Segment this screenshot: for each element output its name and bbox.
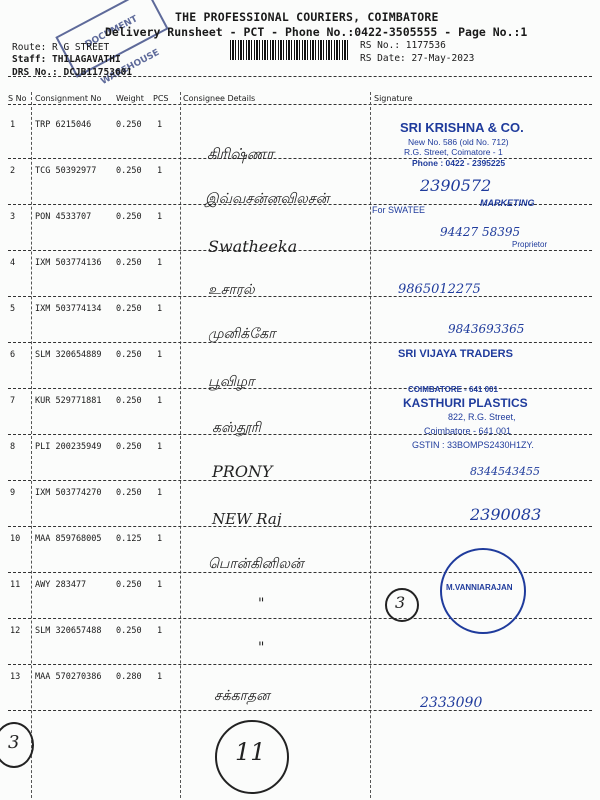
row-consignment: IXM 503774134 xyxy=(35,304,102,314)
row-pcs: 1 xyxy=(157,580,163,590)
consignee-handwriting: கஸ்தூரி xyxy=(212,420,261,436)
signature-handwriting: 94427 58395 xyxy=(440,225,521,239)
row-weight: 0.250 xyxy=(116,350,142,360)
col-weight: Weight xyxy=(116,94,144,103)
row-consignment: SLM 320654889 xyxy=(35,350,102,360)
signature-handwriting: 2390083 xyxy=(470,505,542,524)
row-sno: 4 xyxy=(10,258,16,268)
row-consignment: TRP 6215046 xyxy=(35,120,92,130)
row-pcs: 1 xyxy=(157,672,163,682)
consignee-handwriting: NEW Raj xyxy=(212,510,282,528)
row-pcs: 1 xyxy=(157,120,163,130)
consignee-handwriting: முனிக்கோ xyxy=(208,326,276,342)
row-pcs: 1 xyxy=(157,626,163,636)
col-consignee: Consignee Details xyxy=(183,94,256,103)
row-sno: 10 xyxy=(10,534,21,544)
row-sno: 3 xyxy=(10,212,16,222)
row-sno: 12 xyxy=(10,626,21,636)
col-pcs: PCS xyxy=(153,94,169,103)
row-sno: 8 xyxy=(10,442,16,452)
row-consignment: IXM 503774136 xyxy=(35,258,102,268)
row-weight: 0.250 xyxy=(116,258,142,268)
divider xyxy=(8,104,592,105)
barcode xyxy=(230,40,350,60)
row-pcs: 1 xyxy=(157,442,163,452)
row-pcs: 1 xyxy=(157,488,163,498)
row-divider xyxy=(8,250,592,251)
staff-label: Staff: THILAGAVATHI xyxy=(12,54,121,65)
stamp-line: GSTIN : 33BOMPS2430H1ZY. xyxy=(412,440,534,450)
row-pcs: 1 xyxy=(157,212,163,222)
row-pcs: 1 xyxy=(157,166,163,176)
row-weight: 0.125 xyxy=(116,534,142,544)
col-sno: S No xyxy=(8,94,27,103)
row-sno: 6 xyxy=(10,350,16,360)
consignee-handwriting: கிரிஷ்ணா xyxy=(207,145,274,163)
row-consignment: MAA 570270386 xyxy=(35,672,102,682)
row-consignment: AWY 283477 xyxy=(35,580,87,590)
row-sno: 11 xyxy=(10,580,21,590)
row-pcs: 1 xyxy=(157,258,163,268)
col-signature: Signature xyxy=(374,94,413,103)
table-row xyxy=(0,258,600,304)
route-label: Route: R G STREET xyxy=(12,42,110,53)
row-weight: 0.250 xyxy=(116,396,142,406)
consignee-handwriting: பொன்கினிலன் xyxy=(208,556,304,572)
consignee-handwriting: இவ்வசன்னவிலசன் xyxy=(205,191,330,207)
runsheet-subtitle: Delivery Runsheet - PCT - Phone No.:0422-3505555 - Page No.:1 xyxy=(105,25,528,39)
row-pcs: 1 xyxy=(157,396,163,406)
consignee-handwriting: " xyxy=(258,640,265,656)
row-weight: 0.250 xyxy=(116,488,142,498)
row-weight: 0.280 xyxy=(116,672,142,682)
stamp-line: New No. 586 (old No. 712) xyxy=(408,137,509,147)
row-consignment: MAA 859768005 xyxy=(35,534,102,544)
row-divider xyxy=(8,526,592,527)
row-sno: 2 xyxy=(10,166,16,176)
row-divider xyxy=(8,710,592,711)
consignee-handwriting: Swatheeka xyxy=(208,237,298,256)
stamp-proprietor: Proprietor xyxy=(512,240,548,249)
row-sno: 13 xyxy=(10,672,21,682)
row-sno: 1 xyxy=(10,120,16,130)
stamp-sri-vijaya: SRI VIJAYA TRADERS xyxy=(398,348,513,360)
row-pcs: 1 xyxy=(157,534,163,544)
rs-number: RS No.: 1177536 xyxy=(360,40,446,51)
row-divider xyxy=(8,480,592,481)
table-row xyxy=(0,626,600,672)
row-consignment: TCG 50392977 xyxy=(35,166,97,176)
row-weight: 0.250 xyxy=(116,626,142,636)
table-row xyxy=(0,672,600,718)
divider xyxy=(8,76,592,77)
consignee-handwriting: " xyxy=(258,596,265,612)
row-consignment: SLM 320657488 xyxy=(35,626,102,636)
row-divider xyxy=(8,664,592,665)
row-consignment: KUR 529771881 xyxy=(35,396,102,406)
signature-handwriting: 2390572 xyxy=(420,176,492,195)
annotation-number: 3 xyxy=(8,732,20,753)
row-weight: 0.250 xyxy=(116,212,142,222)
annotation-number: 11 xyxy=(235,738,266,766)
consignee-handwriting: பூவிழா xyxy=(208,374,255,390)
signature-handwriting: 9843693365 xyxy=(448,322,525,336)
rs-date: RS Date: 27-May-2023 xyxy=(360,53,475,64)
row-sno: 5 xyxy=(10,304,16,314)
seal-text: M.VANNIARAJAN xyxy=(446,583,513,592)
stamp-line: COIMBATORE - 641 001 xyxy=(408,385,498,394)
row-divider xyxy=(8,342,592,343)
row-pcs: 1 xyxy=(157,350,163,360)
stamp-line: Phone : 0422 - 2395225 xyxy=(412,158,506,168)
signature-handwriting: 8344543455 xyxy=(470,465,540,478)
consignee-handwriting: சக்காதன xyxy=(214,688,270,704)
stamp-sri-krishna: SRI KRISHNA & CO. xyxy=(400,120,524,135)
consignee-handwriting: உசாரல் xyxy=(208,282,255,298)
stamp-line: R.G. Street, Coimatore - 1 xyxy=(404,147,503,157)
annotation-number: 3 xyxy=(395,593,406,612)
drs-label: DRS No.: DCJB11753601 xyxy=(12,67,133,78)
stamp-line: Coimbatore - 641 001 xyxy=(424,426,512,436)
row-weight: 0.250 xyxy=(116,120,142,130)
row-weight: 0.250 xyxy=(116,304,142,314)
row-weight: 0.250 xyxy=(116,580,142,590)
stamp-line: 822, R.G. Street, xyxy=(448,412,516,422)
stamp-marketing: MARKETING xyxy=(480,198,535,208)
stamp-swatee: For SWATEE xyxy=(372,205,426,215)
row-consignment: IXM 503774270 xyxy=(35,488,102,498)
row-pcs: 1 xyxy=(157,304,163,314)
row-weight: 0.250 xyxy=(116,166,142,176)
row-sno: 7 xyxy=(10,396,16,406)
col-consignment: Consignment No xyxy=(35,94,102,103)
row-divider xyxy=(8,296,592,297)
consignee-handwriting: PRONY xyxy=(212,462,273,481)
row-weight: 0.250 xyxy=(116,442,142,452)
company-title: THE PROFESSIONAL COURIERS, COIMBATORE xyxy=(175,10,439,24)
stamp-kasthuri: KASTHURI PLASTICS xyxy=(403,396,528,410)
row-consignment: PON 4533707 xyxy=(35,212,92,222)
row-divider xyxy=(8,388,592,389)
row-consignment: PLI 200235949 xyxy=(35,442,102,452)
signature-handwriting: 9865012275 xyxy=(398,282,481,297)
row-sno: 9 xyxy=(10,488,16,498)
signature-handwriting: 2333090 xyxy=(420,695,483,711)
document-stamp: DOCUMENT WAREHOUSE xyxy=(55,0,168,78)
